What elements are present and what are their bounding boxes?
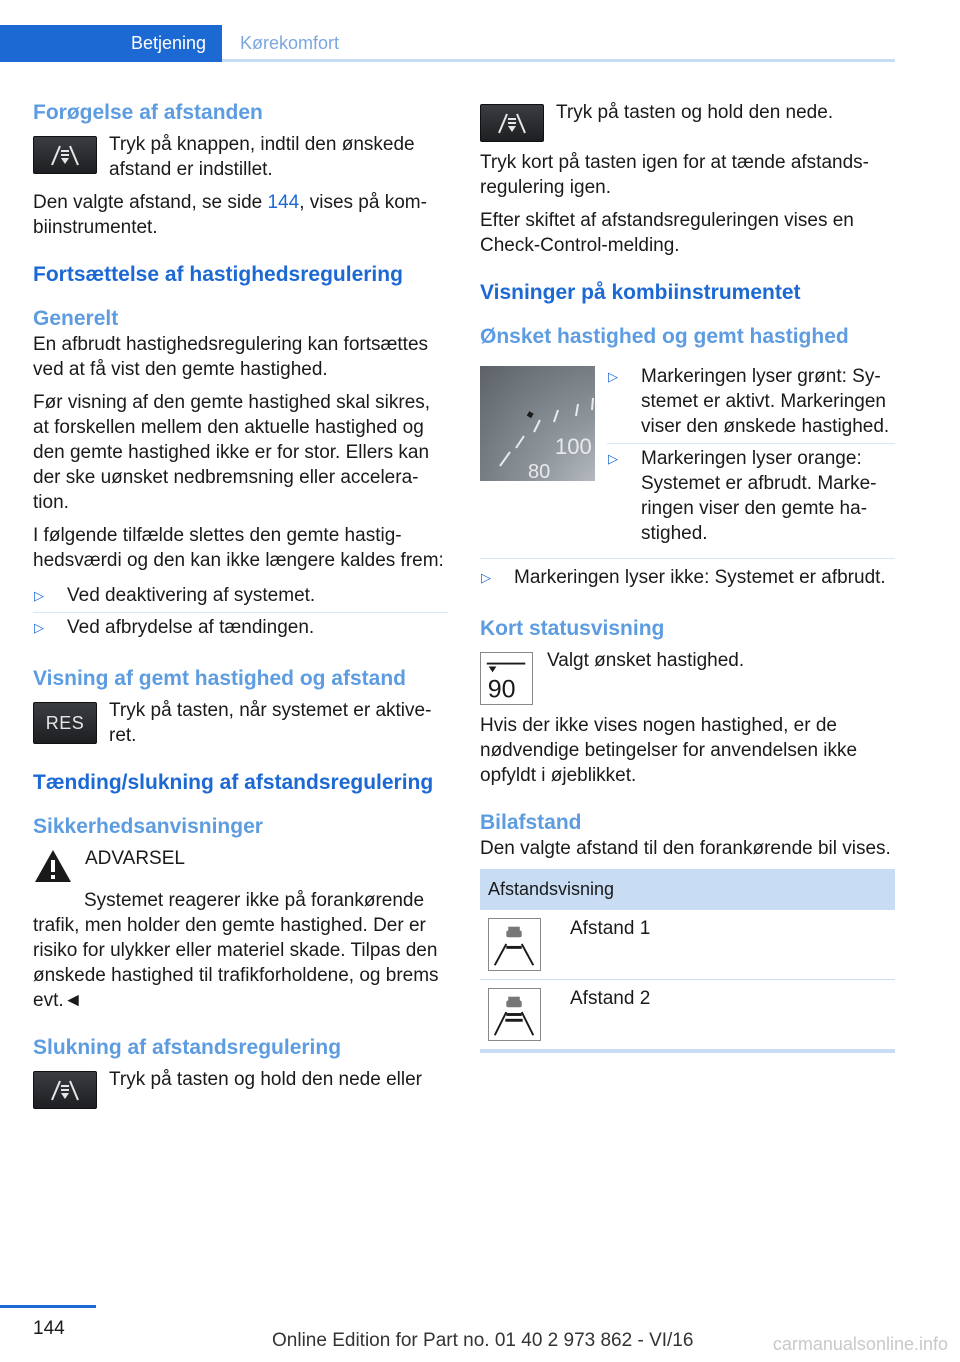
- speed-indicator-image: [480, 652, 533, 705]
- speedometer-image: [480, 366, 595, 481]
- table-cell-label: Afstand 2: [562, 980, 895, 1052]
- distance-button-image-2: [33, 1071, 97, 1109]
- tab-betjening[interactable]: [0, 25, 222, 62]
- generelt-p3: I følgende tilfælde slettes den gemte hastighedsværdi og den kan ikke længere kaldes frem:: [33, 525, 444, 571]
- valgte-afstand-paragraph: [33, 190, 448, 240]
- visning-row: [33, 698, 448, 748]
- heading-generelt: Generelt: [33, 307, 119, 330]
- list-item-text: Markeringen lyser ikke: Systemet er afbrudt.: [514, 567, 886, 588]
- footer-line: [0, 1305, 96, 1308]
- foroegelse-row: [33, 132, 448, 182]
- distance-1-image: [488, 918, 541, 971]
- distance-button-image: [33, 136, 97, 174]
- heading-visning: Visning af gemt hastighed og afstand: [33, 667, 406, 690]
- page-number: 144: [33, 1318, 65, 1339]
- gauge-label-80: 80: [528, 461, 551, 481]
- hold-text: Tryk på tasten og hold den nede.: [556, 102, 834, 123]
- distance-2-image: [488, 988, 541, 1041]
- extra-list: [480, 558, 895, 594]
- hold-row: [480, 100, 895, 142]
- bilafstand-paragraph: Den valgte afstand til den forankørende bil vises.: [480, 838, 891, 859]
- gauge-list: [607, 362, 895, 550]
- slukning-row: [33, 1067, 448, 1109]
- table-header: Afstandsvisning: [480, 869, 895, 910]
- right-column: [480, 100, 895, 1053]
- heading-sikkerhed: Sikkerhedsanvisninger: [33, 815, 263, 838]
- list-item: [607, 444, 895, 550]
- speedometer-dial-icon: [480, 366, 595, 481]
- list-item: [33, 613, 448, 644]
- heading-kort: Kort statusvisning: [480, 617, 665, 640]
- list-item-text: Ved afbrydelse af tændingen.: [67, 617, 315, 638]
- speed-value: 90: [487, 675, 516, 704]
- advarsel-row: [33, 846, 448, 884]
- header-tabs: [0, 0, 895, 62]
- distance-button-image-3: [480, 104, 544, 142]
- advarsel-title: ADVARSEL: [85, 848, 185, 869]
- heading-taending: Tænding/slukning af afstandsregulering: [33, 771, 434, 794]
- distance-table: [480, 869, 895, 1053]
- distance-1-car-icon: [489, 919, 540, 970]
- tab-betjening-label: Betjening: [130, 33, 206, 53]
- slukning-text: Tryk på tasten og hold den nede eller: [109, 1069, 422, 1090]
- triangle-bullet-icon: ▷: [34, 620, 44, 635]
- advarsel-text: [33, 888, 448, 1013]
- distance-road-icon: [495, 111, 529, 135]
- delete-conditions-list: [33, 581, 448, 644]
- table-cell-icon: [480, 910, 562, 980]
- left-column: [33, 100, 448, 1117]
- heading-bilafstand: Bilafstand: [480, 811, 582, 834]
- heading-fortsaettelse: Fortsættelse af hastighedsregulering: [33, 263, 403, 286]
- valgte-text-2: , vises på kombiinstrumentet.: [33, 192, 427, 238]
- heading-slukning: Slukning af afstandsregulering: [33, 1036, 342, 1059]
- table-cell-icon: [480, 980, 562, 1052]
- heading-oensket: Ønsket hastighed og gemt hastighed: [480, 325, 849, 348]
- kort-text: Valgt ønsket hastighed.: [547, 650, 745, 671]
- generelt-p1: En afbrudt hastighedsregulering kan fortsættes ved at få vist den gemte hastighed.: [33, 334, 429, 380]
- gauge-row: [480, 362, 895, 558]
- right-p2: Efter skiftet af afstandsreguleringen vises en Check-Control-melding.: [480, 210, 854, 256]
- list-item: [33, 581, 448, 613]
- foroegelse-text: Tryk på knappen, indtil den ønskede afstand er indstillet.: [109, 134, 415, 180]
- heading-visninger: Visninger på kombiinstrumentet: [480, 281, 801, 304]
- table-cell-label: Afstand 1: [562, 910, 895, 980]
- visning-text: Tryk på tasten, når systemet er aktiveret.: [109, 700, 432, 746]
- distance-2-car-icon: [489, 989, 540, 1040]
- res-button-image: [33, 702, 97, 744]
- tab-koerekomfort[interactable]: [240, 25, 339, 62]
- kort-row: [480, 648, 895, 705]
- generelt-p2: Før visning af den gemte hastighed skal sikres, at forskellen mellem den aktuelle hastighed og den gemte hastighed ikke er for stor. Ellers kan der ske uønsket nedbremsning eller acceleration.: [33, 392, 431, 513]
- kort-paragraph: Hvis der ikke vises nogen hastighed, er de nødvendige betingelser for anvendelsen ikke opfyldt i øjeblikket.: [480, 715, 858, 786]
- valgte-text-1: Den valgte afstand, se side: [33, 192, 268, 213]
- triangle-bullet-icon: ▷: [481, 570, 491, 585]
- distance-road-icon: [48, 1078, 82, 1102]
- list-item-text: Markeringen lyser grønt: Systemet er aktivt. Markeringen viser den ønskede hastighed.: [641, 366, 890, 437]
- tab-koerekomfort-label: Kørekomfort: [240, 33, 340, 53]
- tab-underline: [222, 59, 895, 62]
- heading-foroegelse: Forøgelse af afstanden: [33, 101, 263, 124]
- edition-text: Online Edition for Part no. 01 40 2 973 862 - VI/16: [272, 1330, 694, 1351]
- table-header-row: [480, 869, 895, 910]
- triangle-bullet-icon: ▷: [608, 369, 618, 384]
- advarsel-head: [85, 846, 185, 871]
- table-row: [480, 910, 895, 980]
- watermark: carmanualsonline.info: [772, 1334, 948, 1354]
- triangle-bullet-icon: ▷: [34, 588, 44, 603]
- speed-90-icon: [481, 653, 532, 704]
- list-item: [480, 563, 895, 594]
- distance-road-icon: [48, 143, 82, 167]
- list-item-text: Ved deaktivering af systemet.: [67, 585, 316, 606]
- list-item: [607, 362, 895, 444]
- advarsel-text-content: Systemet reagerer ikke på forankørende trafik, men holder den gemte hastighed. Der er risiko for ulykker eller materiel skade. Tilpas den ønskede hastighed til trafikforholdene, og brems evt.◄: [33, 890, 439, 1011]
- warning-triangle-icon: [33, 848, 73, 884]
- list-item-text: Markeringen lyser orange: Systemet er afbrudt. Markeringen viser den gemte hastighed.: [641, 448, 877, 544]
- table-row: [480, 980, 895, 1052]
- gauge-label-100: 100: [555, 434, 592, 459]
- page-link-144[interactable]: 144: [267, 192, 300, 213]
- res-label: RES: [45, 712, 85, 733]
- right-p1: Tryk kort på tasten igen for at tænde afstandsregulering igen.: [480, 152, 869, 198]
- triangle-bullet-icon: ▷: [608, 451, 618, 466]
